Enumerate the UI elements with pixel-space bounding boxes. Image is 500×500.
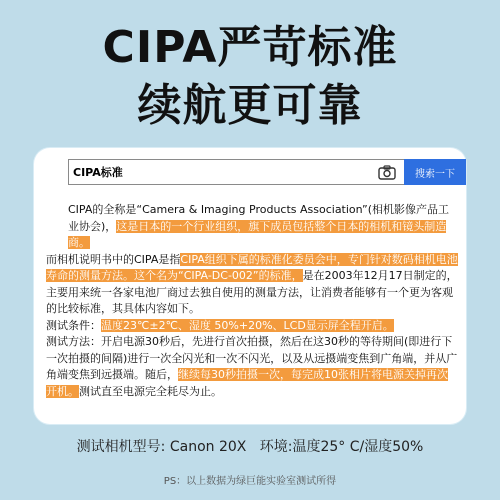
conditions-line: [46, 318, 458, 335]
camera-icon[interactable]: [376, 163, 398, 181]
method-end-text: 测试直至电源完全耗尽为止。: [79, 384, 222, 398]
camera-model: 测试相机型号: Canon 20X: [76, 439, 247, 455]
method-paragraph: [46, 334, 458, 400]
text-standard-detail: 是在2003年12月17日制定的，主要用来统一各家电池厂商过去独自使用的测量方法，让消费者能够有一个更为客观的比较标准，其具体内容如下。: [46, 269, 458, 315]
page-title-line1: CIPA严苛标准: [102, 22, 398, 73]
test-environment: 环境:温度25° C/湿度50%: [259, 439, 424, 455]
page-title-line2: 续航更可靠: [137, 80, 363, 131]
definition-paragraph: [46, 252, 458, 318]
highlight-method: 继续每30秒拍摄一次，每完成10张相片将电源关掉再次开机。: [46, 368, 448, 398]
search-bar: [68, 158, 466, 186]
search-box[interactable]: [68, 159, 404, 185]
highlight-standard: CIPA组织下属的标准化委员会中，专门针对数码相机电池寿命的测量方法。这个名为“CIPA-DC-002”的标准，: [46, 252, 458, 282]
footnote: PS：以上数据为绿巨能实验室测试所得: [163, 476, 337, 487]
highlight-cipa-org: 这是日本的一个行业组织，旗下成员包括整个日本的相机和镜头制造商。: [68, 219, 447, 249]
info-card: [34, 148, 466, 424]
search-input[interactable]: CIPA标准: [73, 166, 123, 179]
text-definition: 而相机说明书中的CIPA是指: [46, 252, 181, 266]
search-button[interactable]: 搜索一下: [404, 159, 466, 185]
intro-paragraph: [46, 202, 458, 252]
article-text: [46, 202, 458, 400]
test-info: [0, 436, 500, 456]
highlight-conditions: 温度23℃±2℃、湿度 50%+20%、LCD显示屏全程开启。: [101, 318, 394, 332]
method-text: 开启电源30秒后，先进行首次拍摄，然后在这30秒的等待期间(即进行下一次拍摄的间隔)进行一次全闪光和一次不闪光，以及从远摄端变焦到广角端，并从广角端变焦到远摄端。随后，: [46, 335, 458, 381]
method-label: 测试方法：: [46, 335, 101, 348]
text-intro: CIPA的全称是“Camera & Imaging Products Association”(相机影像产品工业协会)，: [68, 203, 450, 233]
conditions-label: 测试条件：: [46, 318, 101, 332]
